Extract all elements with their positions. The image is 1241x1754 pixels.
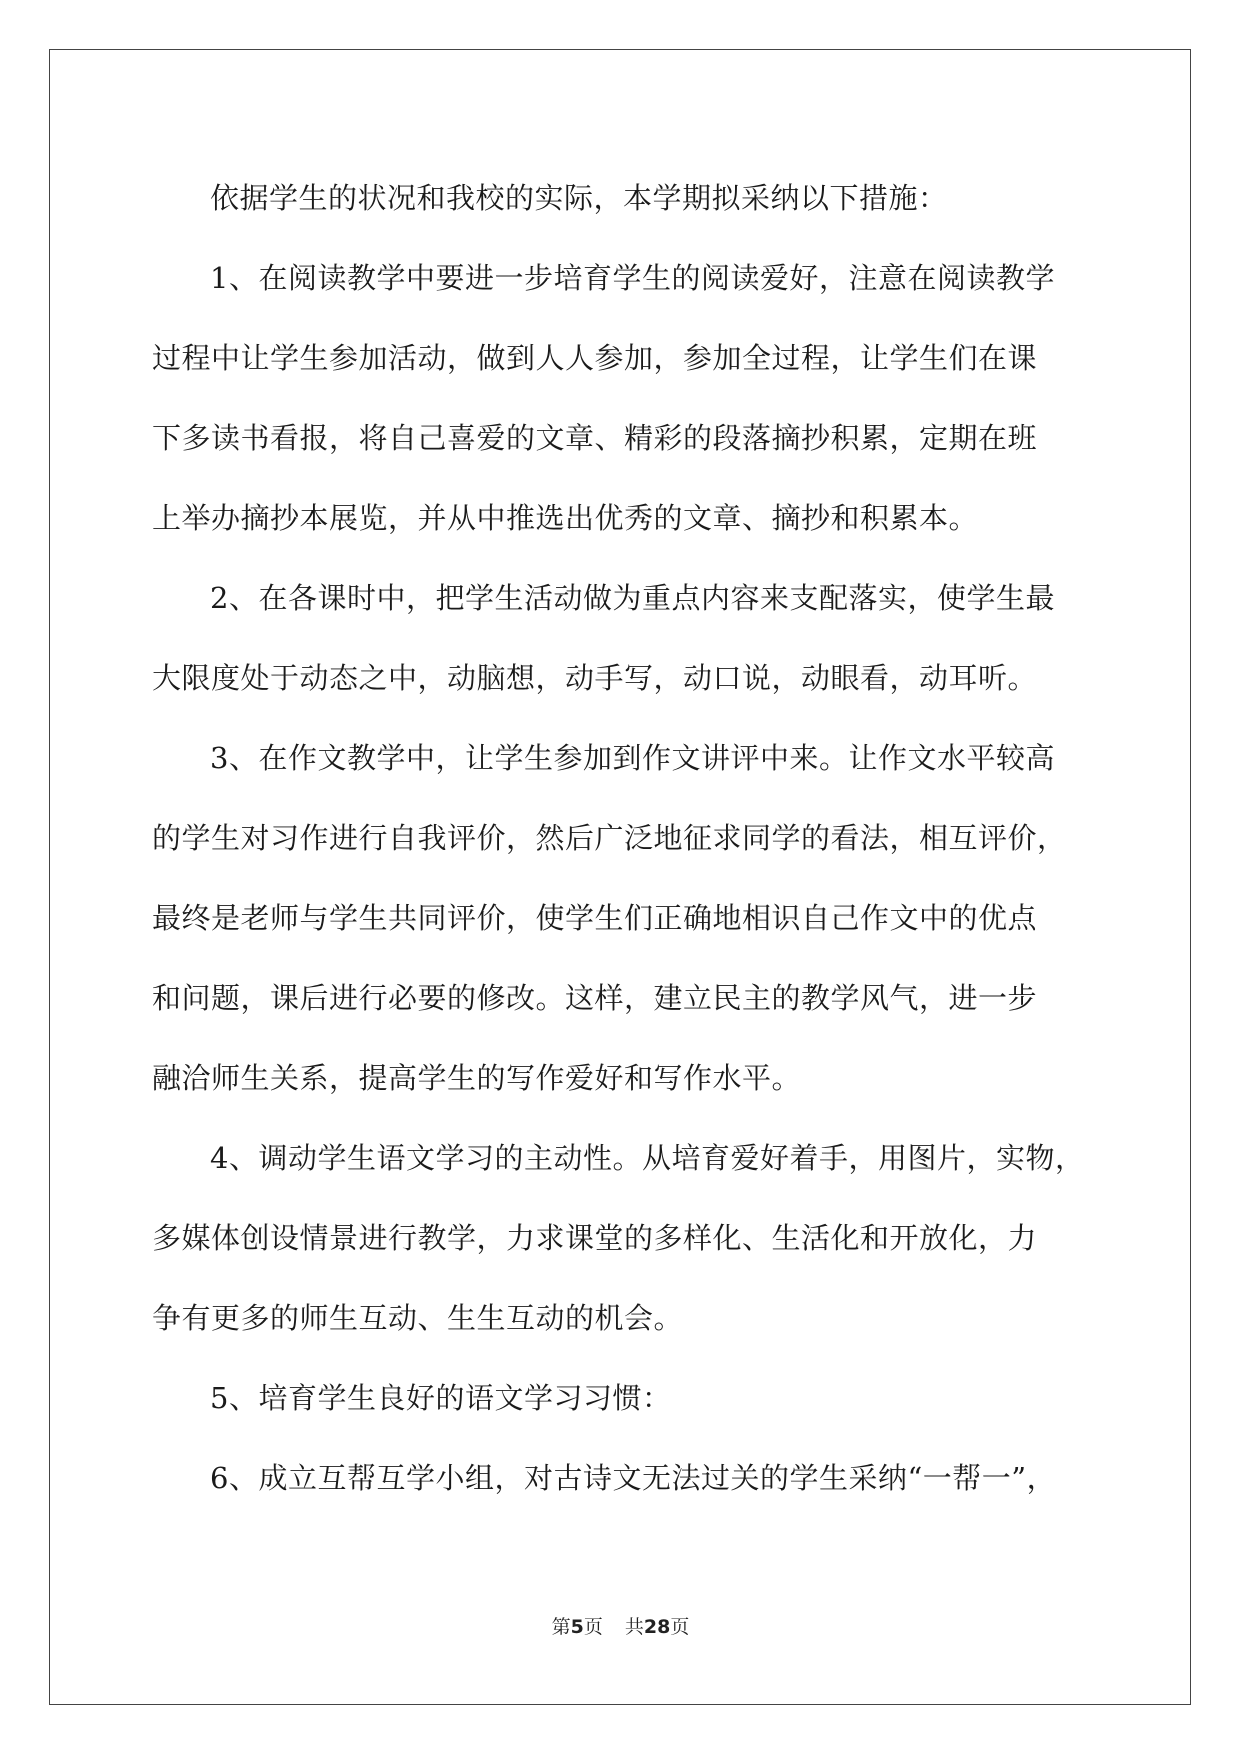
text-line: 最终是老师与学生共同评价，使学生们正确地相识自己作文中的优点 <box>152 901 1038 935</box>
text-line: 融洽师生关系，提高学生的写作爱好和写作水平。 <box>152 1061 802 1095</box>
text-line: 依据学生的状况和我校的实际，本学期拟采纳以下措施： <box>210 181 948 215</box>
text-line: 的学生对习作进行自我评价，然后广泛地征求同学的看法，相互评价， <box>152 821 1067 855</box>
text-line: 上举办摘抄本展览，并从中推选出优秀的文章、摘抄和积累本。 <box>152 501 979 535</box>
text-line: 争有更多的师生互动、生生互动的机会。 <box>152 1301 684 1335</box>
text-line: 3、在作文教学中，让学生参加到作文讲评中来。让作文水平较高 <box>210 741 1055 775</box>
text-line: 过程中让学生参加活动，做到人人参加，参加全过程，让学生们在课 <box>152 341 1038 375</box>
text-line: 和问题，课后进行必要的修改。这样，建立民主的教学风气，进一步 <box>152 981 1038 1015</box>
page-number: 5 <box>570 1616 584 1638</box>
text-line: 1、在阅读教学中要进一步培育学生的阅读爱好，注意在阅读教学 <box>210 261 1055 295</box>
text-line: 5、培育学生良好的语文学习习惯： <box>210 1381 672 1415</box>
text-line: 大限度处于动态之中，动脑想，动手写，动口说，动眼看，动耳听。 <box>152 661 1038 695</box>
total-suffix: 页 <box>670 1616 690 1638</box>
total-prefix: 共 <box>624 1616 644 1638</box>
total-pages: 28 <box>643 1616 671 1638</box>
text-line: 4、调动学生语文学习的主动性。从培育爱好着手，用图片，实物， <box>210 1141 1085 1175</box>
text-line: 6、成立互帮互学小组，对古诗文无法过关的学生采纳“一帮一”， <box>210 1461 1057 1495</box>
text-line: 2、在各课时中，把学生活动做为重点内容来支配落实，使学生最 <box>210 581 1055 615</box>
page-prefix: 第 <box>551 1616 571 1638</box>
text-line: 多媒体创设情景进行教学，力求课堂的多样化、生活化和开放化，力 <box>152 1221 1038 1255</box>
text-line: 下多读书看报，将自己喜爱的文章、精彩的段落摘抄积累，定期在班 <box>152 421 1038 455</box>
page-suffix: 页 <box>583 1616 603 1638</box>
page-footer <box>0 1612 1241 1639</box>
body-text <box>152 158 1112 1518</box>
